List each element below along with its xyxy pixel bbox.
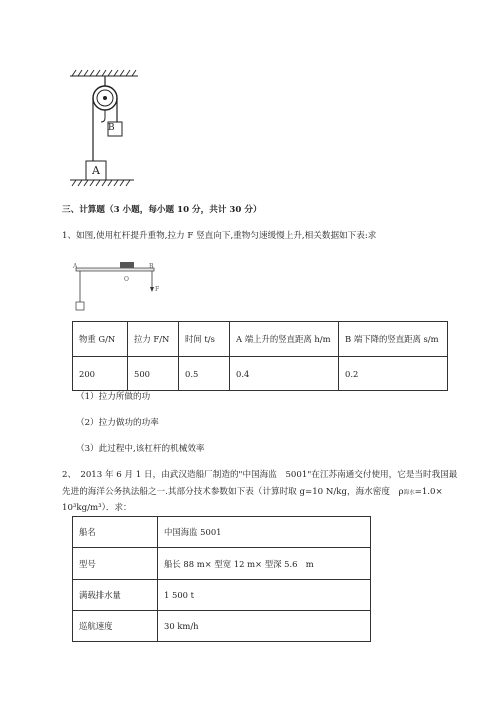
table-cell: 物重 G/N <box>73 322 128 357</box>
q1-sub-3: （3）此过程中,该杠杆的机械效率 <box>76 444 205 454</box>
table-cell: 0.4 <box>230 357 339 391</box>
ground <box>70 180 134 186</box>
table-row <box>73 357 448 391</box>
table-cell: 1 500 t <box>158 580 371 611</box>
q1-sub-2: （2）拉力做功的功率 <box>76 418 159 428</box>
question-2-line-2 <box>62 486 443 500</box>
block-b-label: B <box>108 123 115 133</box>
table-row <box>73 322 448 357</box>
weight-box <box>76 302 84 310</box>
table-cell: 时间 t/s <box>179 322 230 357</box>
table-cell: 30 km/h <box>158 611 371 642</box>
table-row <box>73 611 371 642</box>
table-cell: B 端下降的竖直距离 s/m <box>339 322 448 357</box>
lever-bar <box>76 268 154 271</box>
q1-sub-1: （1）拉力所做的功 <box>76 392 151 402</box>
fulcrum <box>120 262 134 268</box>
table-cell: 中国海监 5001 <box>158 517 371 548</box>
ceiling <box>70 70 138 76</box>
table-cell: 0.2 <box>339 357 448 391</box>
table-row <box>73 548 371 580</box>
table-cell: 200 <box>73 357 128 391</box>
question-2-line-3: 10³kg/m³）．求： <box>62 503 132 513</box>
question-2-line-1: 2、 2013 年 6 月 1 日，由武汉造船厂制造的"中国海监 5001"在江苏南通交付使用，它是当时我国最 <box>62 470 458 480</box>
question-1-text: 1、如图,使用杠杆提升重物,拉力 F 竖直向下,重物匀速缓慢上升,相关数据如下表:求 <box>62 231 377 241</box>
table-row <box>73 517 371 548</box>
section-heading: 三、计算题（3 小题，每小题 10 分，共计 30 分） <box>62 205 262 215</box>
table-cell: 船名 <box>73 517 158 548</box>
table-row <box>73 580 371 611</box>
q2-line2-end: =1.0× <box>414 487 443 497</box>
table-cell: 型号 <box>73 548 158 580</box>
table-cell: 0.5 <box>179 357 230 391</box>
q2-spec-table <box>72 516 371 642</box>
lever-label-b: B <box>149 263 154 270</box>
table-cell: 拉力 F/N <box>128 322 179 357</box>
pulley-figure <box>66 66 146 190</box>
table-cell: 500 <box>128 357 179 391</box>
lever-label-f: F <box>155 286 160 293</box>
q1-data-table <box>72 321 448 391</box>
table-cell: 巡航速度 <box>73 611 158 642</box>
table-cell: 满载排水量 <box>73 580 158 611</box>
lever-label-a: A <box>73 263 78 270</box>
q2-line2-main: 先进的海洋公务执法船之一.其部分技术参数如下表（计算时取 g=10 N/kg，海水密度 ρ <box>62 487 404 497</box>
lever-label-o: O <box>124 276 129 283</box>
table-cell: 船长 88 m× 型宽 12 m× 型深 5.6 m <box>158 548 371 580</box>
block-a-label: A <box>92 164 100 177</box>
q2-line2-sub: 海水 <box>403 490 415 496</box>
table-cell: A 端上升的竖直距离 h/m <box>230 322 339 357</box>
